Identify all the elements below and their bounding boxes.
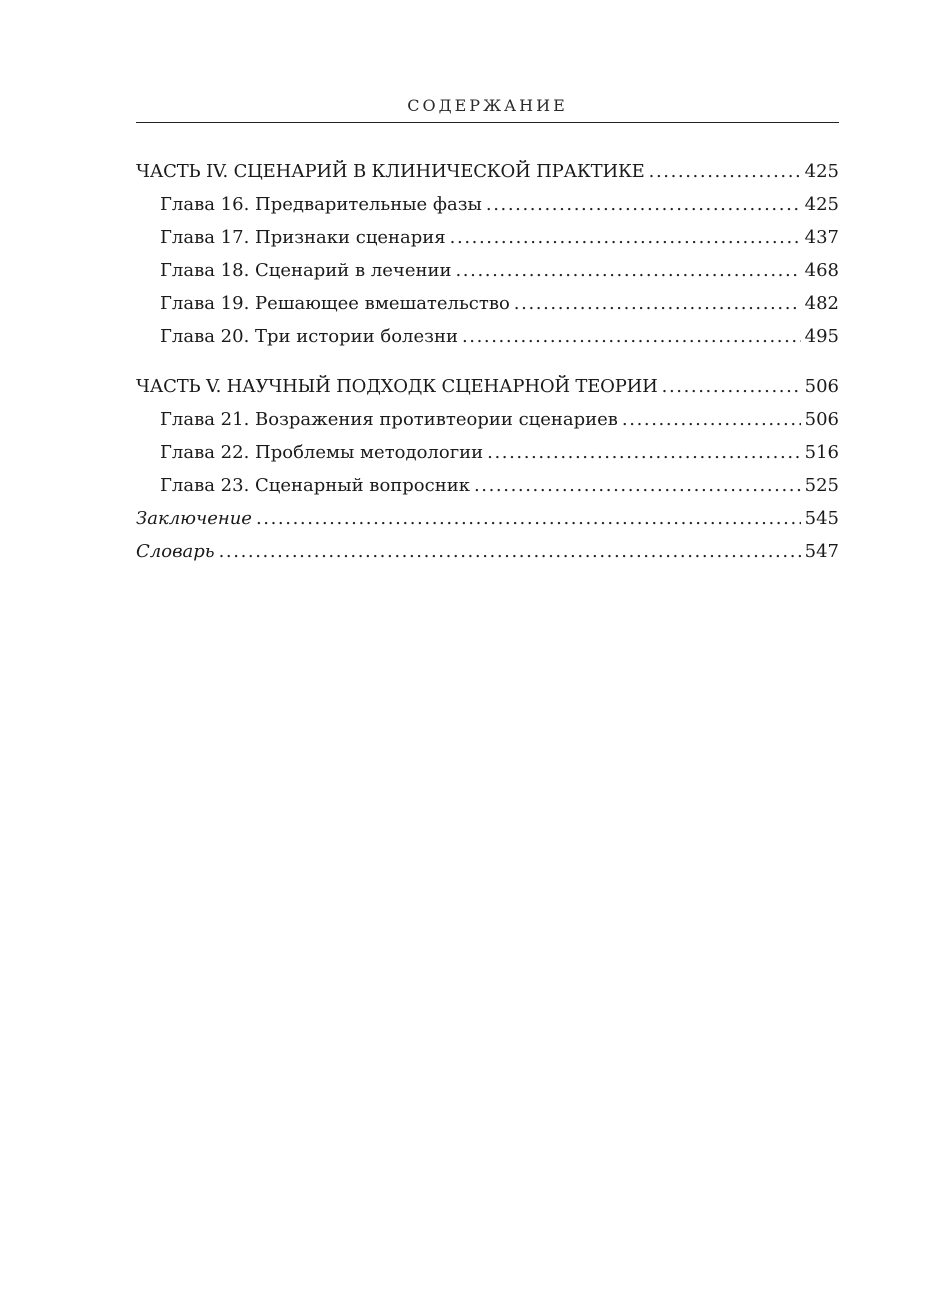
- toc-chapter-title: Глава 20. Три истории болезни: [160, 326, 458, 347]
- toc-entry-chapter-16[interactable]: [136, 188, 839, 221]
- toc-page-number: 495: [804, 326, 839, 347]
- dot-leader: [649, 155, 801, 188]
- toc-page-number: 525: [804, 475, 839, 496]
- toc-chapter-title: Глава 17. Признаки сценария: [160, 227, 446, 248]
- dot-leader: [662, 370, 801, 403]
- toc-part-title: ЧАСТЬ IV. СЦЕНАРИЙ В КЛИНИЧЕСКОЙ ПРАКТИКЕ: [136, 161, 645, 182]
- toc-conclusion-title: Заключение: [136, 508, 252, 529]
- toc-entry-chapter-23[interactable]: [136, 469, 839, 502]
- toc-entry-chapter-22[interactable]: [136, 436, 839, 469]
- toc-chapter-title: Глава 22. Проблемы методологии: [160, 442, 484, 463]
- toc-chapter-title: Глава 21. Возражения противтеории сценариев: [160, 409, 618, 430]
- toc-page-number: 425: [804, 194, 839, 215]
- toc-page-number: 482: [804, 293, 839, 314]
- dot-leader: [455, 254, 800, 287]
- dot-leader: [450, 221, 801, 254]
- dot-leader: [514, 287, 801, 320]
- toc-glossary-title: Словарь: [136, 541, 215, 562]
- toc-entry-part-5[interactable]: [136, 370, 839, 403]
- dot-leader: [256, 502, 801, 535]
- toc-entry-chapter-17[interactable]: [136, 221, 839, 254]
- toc-page-number: 547: [804, 541, 839, 562]
- toc-chapter-title: Глава 19. Решающее вмешательство: [160, 293, 510, 314]
- dot-leader: [462, 320, 801, 353]
- toc-entry-part-4[interactable]: [136, 155, 839, 188]
- toc-chapter-title: Глава 23. Сценарный вопросник: [160, 475, 470, 496]
- toc-part-title: ЧАСТЬ V. НАУЧНЫЙ ПОДХОДК СЦЕНАРНОЙ ТЕОРИИ: [136, 376, 658, 397]
- toc-page-number: 425: [804, 161, 839, 182]
- toc-chapter-title: Глава 18. Сценарий в лечении: [160, 260, 452, 281]
- header-rule: [136, 122, 839, 123]
- toc-page-number: 545: [804, 508, 839, 529]
- toc-entry-conclusion[interactable]: [136, 502, 839, 535]
- toc-entry-chapter-18[interactable]: [136, 254, 839, 287]
- running-head: СОДЕРЖАНИЕ: [407, 96, 568, 115]
- toc-entry-glossary[interactable]: [136, 535, 839, 568]
- dot-leader: [219, 535, 801, 568]
- dot-leader: [474, 469, 801, 502]
- toc-page-number: 506: [804, 409, 839, 430]
- toc-entry-chapter-21[interactable]: [136, 403, 839, 436]
- toc-page-number: 468: [804, 260, 839, 281]
- toc-page-number: 506: [804, 376, 839, 397]
- dot-leader: [487, 436, 801, 469]
- toc-entry-chapter-20[interactable]: [136, 320, 839, 353]
- toc-page-number: 516: [804, 442, 839, 463]
- toc-page-number: 437: [804, 227, 839, 248]
- dot-leader: [486, 188, 801, 221]
- toc-chapter-title: Глава 16. Предварительные фазы: [160, 194, 482, 215]
- toc-entry-chapter-19[interactable]: [136, 287, 839, 320]
- dot-leader: [622, 403, 801, 436]
- table-of-contents: [136, 155, 839, 568]
